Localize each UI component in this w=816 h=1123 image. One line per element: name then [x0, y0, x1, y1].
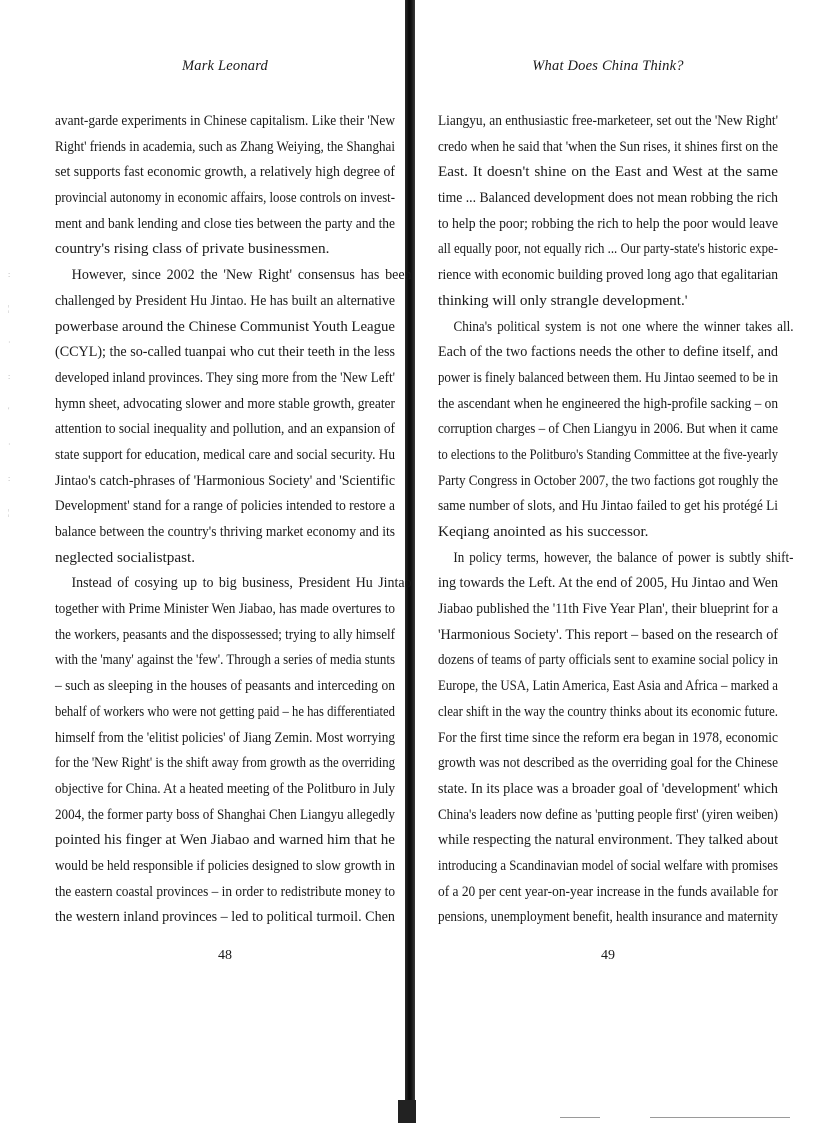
text-line: For the first time since the reform era began in 1978, economic — [438, 728, 778, 746]
right-running-head: What Does China Think? — [532, 58, 684, 74]
text-line: to help the poor; robbing the rich to help the poor would leave — [438, 214, 779, 232]
text-line: behalf of workers who were not getting paid – he has differentiated — [55, 702, 395, 720]
text-line: to elections to the Politburo's Standing Committee at the five-yearly — [438, 445, 779, 463]
text-line: state. In its place was a broader goal of 'development' which — [438, 779, 778, 797]
text-line: neglected socialistpast. — [55, 548, 196, 566]
left-page — [55, 0, 412, 1123]
book-spine-foot — [398, 1100, 416, 1123]
text-line: developed inland provinces. They sing more from the 'New Left' — [55, 368, 395, 386]
text-line: clear shift in the way the country thinks about its economic future. — [438, 702, 778, 720]
text-line: introducing a Scandinavian model of social welfare with promises — [438, 856, 778, 874]
text-line: dozens of teams of party officials sent to examine social policy in — [438, 651, 779, 669]
text-line: state support for education, medical care and social security. Hu — [55, 445, 396, 463]
text-line: would be held responsible if policies designed to slow growth in — [55, 856, 396, 874]
text-line: together with Prime Minister Wen Jiabao, has made overtures to — [55, 600, 395, 618]
text-line: while respecting the natural environment. They talked about — [438, 831, 779, 849]
text-line: rience with economic building proved long ago that egalitarian — [438, 266, 779, 284]
text-line: himself from the 'elitist policies' of Jiang Zemin. Most worrying — [55, 728, 396, 746]
text-line: – such as sleeping in the houses of peasants and interceding on — [55, 677, 395, 695]
text-line: Keqiang anointed as his successor. — [438, 523, 649, 540]
text-line: Each of the two factions needs the other to define itself, and — [438, 343, 778, 361]
text-line: thinking will only strangle development.' — [438, 291, 688, 309]
text-line: objective for China. At a heated meeting of the Politburo in July — [55, 779, 396, 797]
text-line: same number of slots, and Hu Jintao failed to get his protégé Li — [438, 497, 779, 515]
right-page — [438, 0, 794, 1123]
text-line: 2004, the former party boss of Shanghai Chen Liangyu allegedly — [55, 805, 395, 823]
text-line: ing towards the Left. At the end of 2005, Hu Jintao and Wen — [438, 574, 779, 592]
text-line: powerbase around the Chinese Communist Youth League — [55, 317, 395, 335]
text-line: power is finely balanced between them. Hu Jintao seemed to be in — [438, 368, 778, 386]
text-line: pensions, unemployment benefit, health insurance and maternity — [438, 908, 779, 926]
left-page-body — [55, 108, 412, 930]
text-line: East. It doesn't shine on the East and West at the same — [438, 163, 778, 181]
text-line: corruption charges – of Chen Liangyu in 2006. But when it came — [438, 420, 779, 438]
text-line: attention to social inequality and pollution, and an expansion of — [55, 420, 395, 438]
text-line: China's leaders now define as 'putting people first' (yiren weiben) — [438, 805, 778, 823]
text-line: balance between the country's thriving market economy and its — [55, 523, 396, 540]
text-line: country's rising class of private businessmen. — [55, 240, 330, 258]
text-line: Development' stand for a range of policies intended to restore a — [55, 497, 395, 515]
text-line: Party Congress in October 2007, the two factions got roughly the — [438, 471, 778, 489]
text-line: the ascendant when he engineered the high-profile sacking – on — [438, 394, 779, 412]
text-line: for the 'New Right' is the shift away from growth as the overriding — [55, 754, 396, 772]
text-line: growth was not described as the overriding goal for the Chinese — [438, 754, 778, 772]
left-running-head: Mark Leonard — [181, 58, 269, 74]
left-page-number: 48 — [218, 948, 232, 963]
text-line: hymn sheet, advocating slower and more stable growth, greater — [55, 394, 395, 412]
text-line: challenged by President Hu Jintao. He has built an alternative — [55, 291, 395, 309]
text-line: all equally poor, not equally rich ... Our party-state's historic expe- — [438, 240, 778, 258]
text-line: the eastern coastal provinces – in order to redistribute money to — [55, 882, 396, 900]
right-page-body — [438, 108, 794, 930]
right-page-number: 49 — [601, 948, 615, 963]
text-line: credo when he said that 'when the Sun rises, it shines first on the — [438, 137, 778, 155]
text-line: with the 'many' against the 'few'. Through a series of media stunts — [55, 651, 396, 669]
text-line: Instead of cosying up to big business, President Hu Jintao — [71, 574, 412, 592]
text-line: of a 20 per cent year-on-year increase in the funds available for — [438, 882, 778, 900]
text-line: China's political system is not one where the winner takes all. — [453, 317, 794, 335]
left-margin-artifacts: : ¦ · : ' · : ¦ — [8, 270, 11, 517]
text-line: Europe, the USA, Latin America, East Asia and Africa – marked a — [438, 677, 778, 695]
text-line: In policy terms, however, the balance of power is subtly shift- — [453, 548, 794, 566]
text-line: pointed his finger at Wen Jiabao and warned him that he — [55, 831, 396, 849]
text-line: Liangyu, an enthusiastic free-marketeer, set out the 'New Right' — [438, 112, 779, 129]
text-line: (CCYL); the so-called tuanpai who cut their teeth in the less — [55, 343, 395, 361]
text-line: time ... Balanced development does not mean robbing the rich — [438, 189, 778, 207]
text-line: avant-garde experiments in Chinese capitalism. Like their 'New — [55, 112, 396, 129]
text-line: ment and bank lending and close ties between the party and the — [55, 214, 395, 232]
text-line: However, since 2002 the 'New Right' consensus has been — [71, 266, 412, 284]
text-line: provincial autonomy in economic affairs, loose controls on invest- — [55, 189, 395, 207]
text-line: Jintao's catch-phrases of 'Harmonious Society' and 'Scientific — [55, 471, 395, 489]
bottom-scan-rule — [650, 1117, 790, 1118]
book-spine-shadow — [405, 0, 415, 1123]
text-line: set supports fast economic growth, a relatively high degree of — [55, 163, 395, 181]
bottom-scan-rule — [560, 1117, 600, 1118]
text-line: 'Harmonious Society'. This report – based on the research of — [438, 625, 779, 643]
text-line: the western inland provinces – led to political turmoil. Chen — [55, 908, 395, 926]
text-line: Jiabao published the '11th Five Year Plan', their blueprint for a — [438, 600, 779, 618]
text-line: the workers, peasants and the dispossessed; trying to ally himself — [55, 625, 395, 643]
text-line: Right' friends in academia, such as Zhang Weiying, the Shanghai — [55, 137, 395, 155]
